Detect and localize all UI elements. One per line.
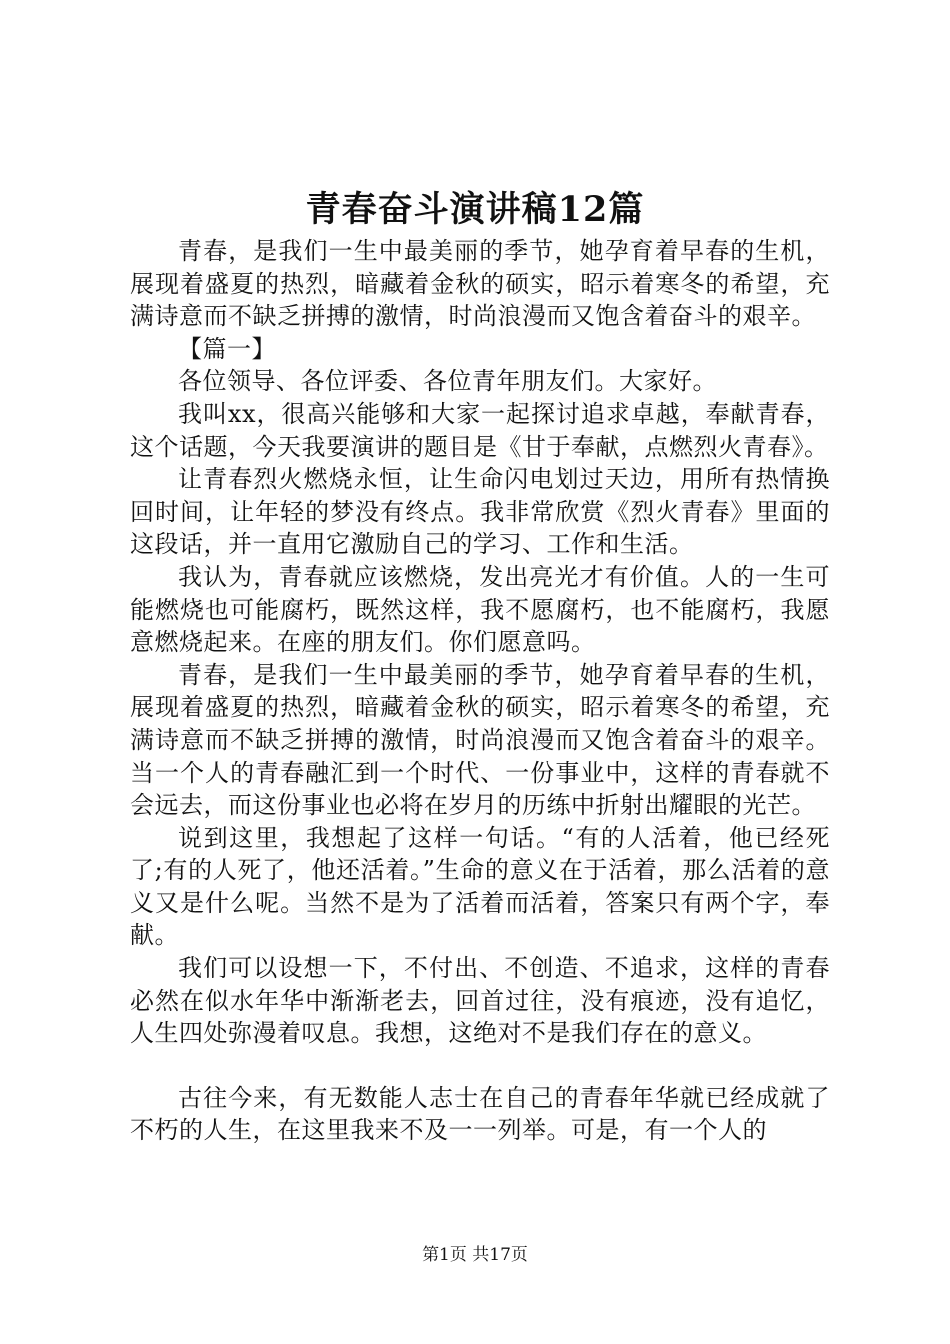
document-body <box>130 235 830 1147</box>
paragraph-imagine: 我们可以设想一下，不付出、不创造、不追求，这样的青春必然在似水年华中渐渐老去，回首过往，没有痕迹，没有追忆，人生四处弥漫着叹息。我想，这绝对不是我们存在的意义。 <box>130 954 830 1048</box>
paragraph-quote: 让青春烈火燃烧永恒，让生命闪电划过天边，用所有热情换回时间，让年轻的梦没有终点。我非常欣赏《烈火青春》里面的这段话，并一直用它激励自己的学习、工作和生活。 <box>130 465 830 559</box>
paragraph-youth: 青春，是我们一生中最美丽的季节，她孕育着早春的生机，展现着盛夏的热烈，暗藏着金秋的硕实，昭示着寒冬的希望，充满诗意而不缺乏拼搏的激情，时尚浪漫而又饱含着奋斗的艰辛。当一个人的青春融汇到一个时代、一份事业中，这样的青春就不会远去，而这份事业也必将在岁月的历练中折射出耀眼的光芒。 <box>130 660 830 820</box>
paragraph-meaning: 说到这里，我想起了这样一句话。“有的人活着，他已经死了;有的人死了，他还活着。”生命的意义在于活着，那么活着的意义又是什么呢。当然不是为了活着而活着，答案只有两个字，奉献。 <box>130 823 830 950</box>
paragraph-opinion: 我认为，青春就应该燃烧，发出亮光才有价值。人的一生可能燃烧也可能腐朽，既然这样，我不愿腐朽，也不能腐朽，我愿意燃烧起来。在座的朋友们。你们愿意吗。 <box>130 562 830 657</box>
page-number: 第1页 共17页 <box>422 1245 528 1265</box>
paragraph-section-heading: 【篇一】 <box>178 334 276 363</box>
paragraph-history: 古往今来，有无数能人志士在自己的青春年华就已经成就了不朽的人生，在这里我来不及一一列举。可是，有一个人的 <box>130 1083 830 1145</box>
paragraph-greeting: 各位领导、各位评委、各位青年朋友们。大家好。 <box>178 367 717 396</box>
paragraph-self-intro: 我叫xx，很高兴能够和大家一起探讨追求卓越，奉献青春，这个话题，今天我要演讲的题目是《甘于奉献，点燃烈火青春》。 <box>130 399 830 461</box>
document-title: 青春奋斗演讲稿12篇 <box>305 189 645 230</box>
paragraph-intro: 青春，是我们一生中最美丽的季节，她孕育着早春的生机，展现着盛夏的热烈，暗藏着金秋的硕实，昭示着寒冬的希望，充满诗意而不缺乏拼搏的激情，时尚浪漫而又饱含着奋斗的艰辛。 <box>130 237 830 331</box>
